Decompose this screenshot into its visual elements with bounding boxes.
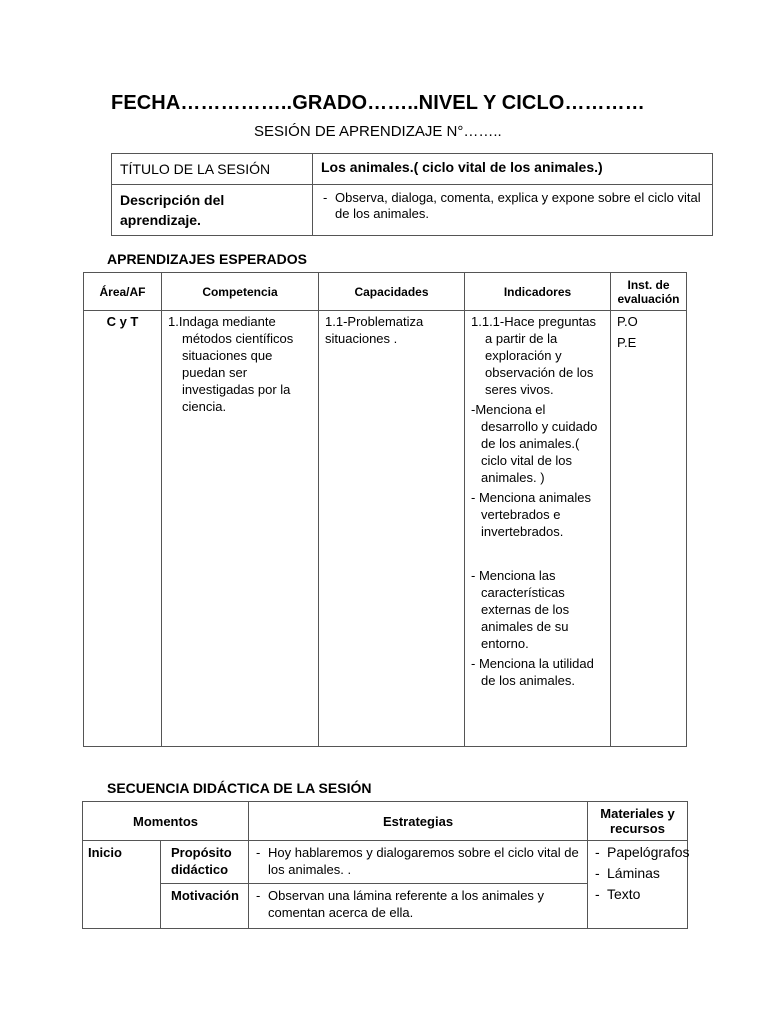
- col-header-instrumentos: Inst. de evaluación: [611, 273, 687, 311]
- didactic-sequence-table: [82, 801, 688, 929]
- session-title-value: Los animales.( ciclo vital de los animales.): [313, 154, 713, 185]
- motivation-strategy: - Observan una lámina referente a los animales y comentan acerca de ella.: [254, 887, 582, 921]
- purpose-label: Propósito didáctico: [161, 841, 249, 884]
- description-cell: [313, 185, 713, 236]
- session-title-label: TÍTULO DE LA SESIÓN: [112, 154, 313, 185]
- instrument-po: P.O: [617, 314, 638, 329]
- expected-learning-title: APRENDIZAJES ESPERADOS: [107, 251, 307, 267]
- session-info-table: [111, 153, 713, 236]
- capacidades-cell: [319, 311, 465, 747]
- col-header-competencia: Competencia: [162, 273, 319, 311]
- session-title-row: [112, 154, 713, 185]
- description-label: Descripción del aprendizaje.: [112, 185, 313, 236]
- capacidades-text: 1.1-Problematiza situaciones .: [325, 314, 424, 346]
- sequence-header-row: [83, 802, 688, 841]
- expected-learning-table: [83, 272, 687, 747]
- col-header-indicadores: Indicadores: [465, 273, 611, 311]
- material-item: - Texto: [593, 886, 682, 903]
- indicator-item: - Menciona la utilidad de los animales.: [471, 656, 594, 688]
- sequence-row-purpose: [83, 841, 688, 884]
- instrument-pe: P.E: [617, 335, 637, 350]
- material-item: - Láminas: [593, 865, 682, 882]
- session-description-row: [112, 185, 713, 236]
- session-number-heading: SESIÓN DE APRENDIZAJE N°……..: [254, 123, 502, 140]
- indicator-item: - Menciona animales vertebrados e invertebrados.: [471, 490, 591, 539]
- phase-inicio: Inicio: [83, 841, 161, 929]
- indicadores-cell: [465, 311, 611, 747]
- purpose-strategy: - Hoy hablaremos y dialogaremos sobre el ciclo vital de los animales. .: [254, 844, 582, 878]
- motivation-label: Motivación: [161, 884, 249, 929]
- didactic-sequence-title: SECUENCIA DIDÁCTICA DE LA SESIÓN: [107, 780, 372, 796]
- competencia-cell: [162, 311, 319, 747]
- indicator-item: 1.1.1-Hace preguntas a partir de la exploración y observación de los seres vivos.: [471, 314, 597, 397]
- expected-body-row: [84, 311, 687, 747]
- indicator-item: -Menciona el desarrollo y cuidado de los animales.( ciclo vital de los animales. ): [471, 402, 598, 485]
- area-cell: C y T: [84, 311, 162, 747]
- col-header-materiales: Materiales y recursos: [588, 802, 688, 841]
- instrumentos-cell: [611, 311, 687, 747]
- materials-cell: [588, 841, 688, 929]
- expected-header-row: [84, 273, 687, 311]
- col-header-area: Área/AF: [84, 273, 162, 311]
- indicator-item: - Menciona las características externas de los animales de su entorno.: [471, 568, 570, 651]
- header-date-grade-level: FECHA……………..GRADO……..NIVEL Y CICLO…………: [111, 92, 645, 114]
- col-header-capacidades: Capacidades: [319, 273, 465, 311]
- material-item: - Papelógrafos: [593, 844, 682, 861]
- description-value: - Observa, dialoga, comenta, explica y expone sobre el ciclo vital de los animales.: [321, 190, 704, 222]
- col-header-momentos: Momentos: [83, 802, 249, 841]
- competencia-text: 1.Indaga mediante métodos científicos situaciones que puedan ser investigadas por la ciencia.: [168, 314, 294, 414]
- purpose-strategy-cell: [249, 841, 588, 884]
- col-header-estrategias: Estrategias: [249, 802, 588, 841]
- motivation-strategy-cell: [249, 884, 588, 929]
